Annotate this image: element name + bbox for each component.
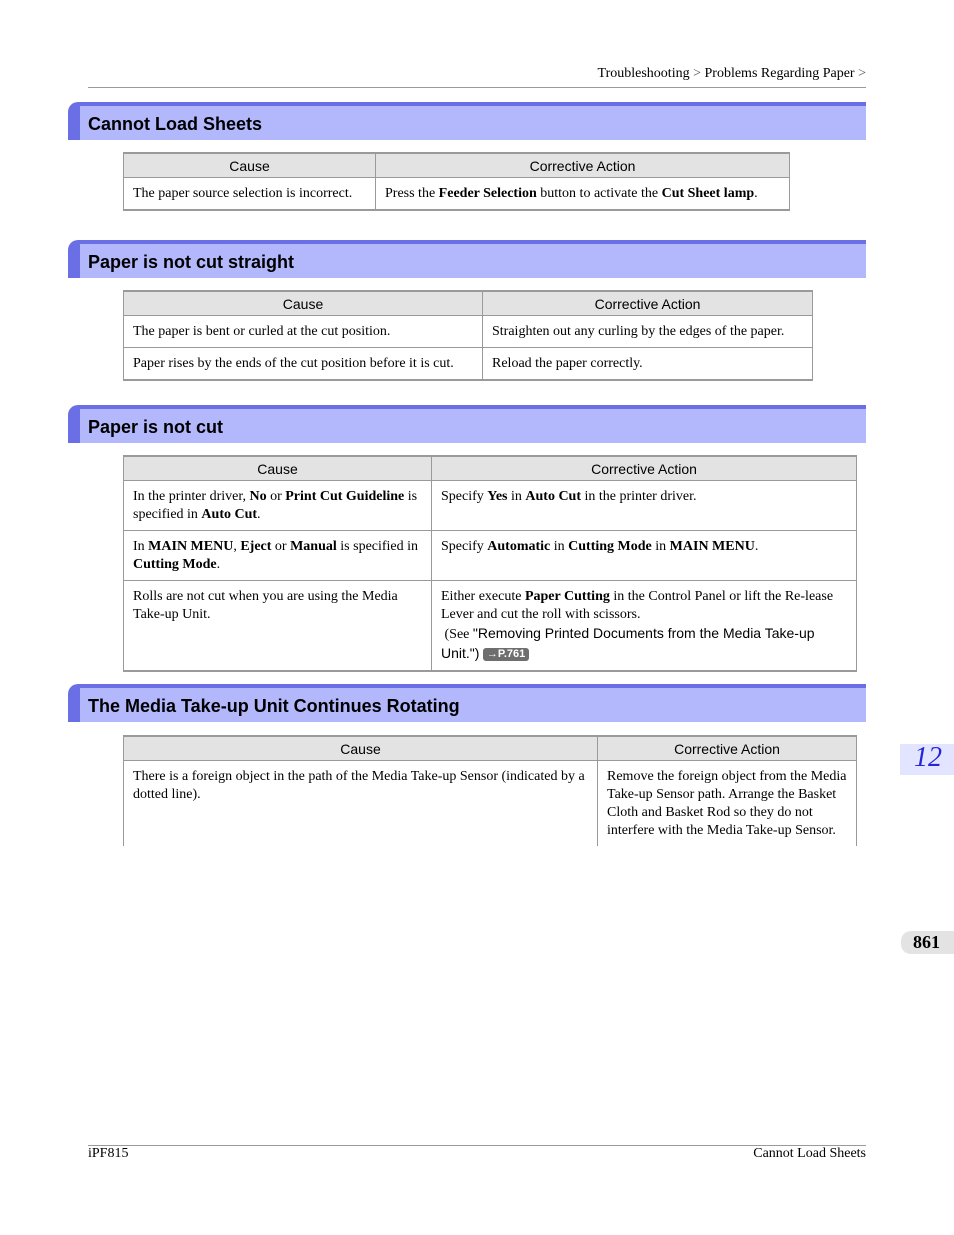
footer-section-title: Cannot Load Sheets xyxy=(753,1146,866,1161)
action-cell: Press the Feeder Selection button to activate the Cut Sheet lamp. xyxy=(376,178,790,211)
action-cell: Specify Yes in Auto Cut in the printer driver. xyxy=(432,481,857,531)
section-header-paper-not-cut-straight xyxy=(68,240,866,278)
table-row xyxy=(124,481,857,531)
column-header-action: Corrective Action xyxy=(376,153,790,178)
section-title: Paper is not cut xyxy=(88,417,224,437)
section-title: Paper is not cut straight xyxy=(88,252,295,272)
section-header-cannot-load-sheets xyxy=(68,102,866,140)
breadcrumb-separator: > xyxy=(858,66,866,81)
footer-model: iPF815 xyxy=(88,1146,129,1161)
section-header-paper-not-cut xyxy=(68,405,866,443)
table-row xyxy=(124,581,857,672)
table-row xyxy=(124,316,813,348)
cannot-load-sheets-table xyxy=(123,152,790,211)
section-title: The Media Take-up Unit Continues Rotating xyxy=(88,696,460,716)
action-cell: Remove the foreign object from the Media Take-up Sensor path. Arrange the Basket Cloth and Basket Rod so they do not interfere with the Media Take-up Sensor. xyxy=(598,761,857,847)
column-header-cause: Cause xyxy=(124,736,598,761)
table-header-row xyxy=(124,291,813,316)
table-row xyxy=(124,531,857,581)
table-row xyxy=(124,761,857,847)
section-title: Cannot Load Sheets xyxy=(88,114,263,134)
column-header-cause: Cause xyxy=(124,153,376,178)
cause-cell: In the printer driver, No or Print Cut Guideline is specified in Auto Cut. xyxy=(124,481,432,531)
takeup-unit-rotating-table xyxy=(123,735,857,846)
cause-cell: Rolls are not cut when you are using the Media Take-up Unit. xyxy=(124,581,432,672)
paper-not-cut-table xyxy=(123,455,857,672)
breadcrumb-problems-paper-link[interactable]: Problems Regarding Paper xyxy=(704,66,855,81)
cause-cell: The paper source selection is incorrect. xyxy=(124,178,376,211)
cross-reference-link[interactable]: "Removing Printed Documents from the Media Take-up Unit.") xyxy=(441,625,815,661)
page-number: 861 xyxy=(913,932,940,952)
column-header-cause: Cause xyxy=(124,456,432,481)
section-header-takeup-unit-rotating xyxy=(68,684,866,722)
table-row xyxy=(124,178,790,211)
breadcrumb-separator: > xyxy=(693,66,701,81)
action-cell: Either execute Paper Cutting in the Control Panel or lift the Re-lease Lever and cut the roll with scissors. (See "Removing Printed Documents from the Media Take-up Unit.") →P.761 xyxy=(432,581,857,672)
page-reference-badge[interactable]: →P.761 xyxy=(483,648,529,661)
chapter-number: 12 xyxy=(914,742,942,773)
action-cell: Specify Automatic in Cutting Mode in MAIN MENU. xyxy=(432,531,857,581)
table-row xyxy=(124,348,813,381)
paper-not-cut-straight-table xyxy=(123,290,813,381)
column-header-action: Corrective Action xyxy=(598,736,857,761)
column-header-cause: Cause xyxy=(124,291,483,316)
cause-cell: The paper is bent or curled at the cut position. xyxy=(124,316,483,348)
footer-divider xyxy=(88,1145,866,1146)
chapter-tab[interactable] xyxy=(900,744,954,775)
cause-cell: In MAIN MENU, Eject or Manual is specified in Cutting Mode. xyxy=(124,531,432,581)
breadcrumb-troubleshooting-link[interactable]: Troubleshooting xyxy=(597,66,690,81)
cause-cell: Paper rises by the ends of the cut position before it is cut. xyxy=(124,348,483,381)
table-header-row xyxy=(124,736,857,761)
action-cell: Straighten out any curling by the edges of the paper. xyxy=(483,316,813,348)
page-number-tab xyxy=(901,931,954,954)
action-cell: Reload the paper correctly. xyxy=(483,348,813,381)
breadcrumb xyxy=(598,66,866,82)
column-header-action: Corrective Action xyxy=(432,456,857,481)
table-header-row xyxy=(124,153,790,178)
header-divider xyxy=(88,87,866,88)
column-header-action: Corrective Action xyxy=(483,291,813,316)
cause-cell: There is a foreign object in the path of the Media Take-up Sensor (indicated by a dotted line). xyxy=(124,761,598,847)
table-header-row xyxy=(124,456,857,481)
